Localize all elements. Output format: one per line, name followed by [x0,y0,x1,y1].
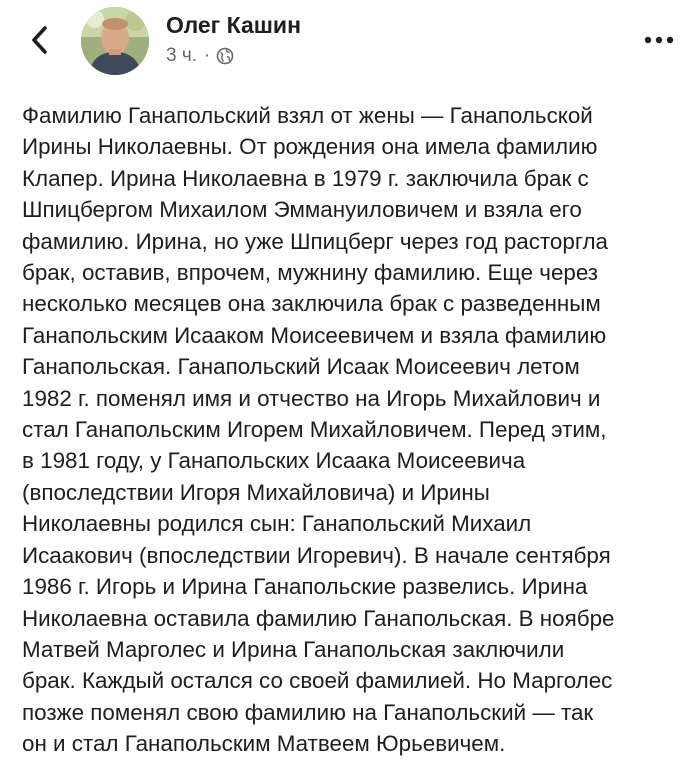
author-name[interactable]: Олег Кашин [166,12,301,38]
more-horizontal-icon [644,36,674,44]
post-text: Фамилию Ганапольский взял от жены — Ганапольской Ирины Николаевны. От рождения она имела фамилию Клапер. Ирина Николаевна в 1979 г. заключила брак с Шпицбергом Михаилом Эммануиловичем и взяла его фамилию. Ирина, но уже Шпицберг через год расторгла брак, оставив, впрочем, мужнину фамилию. Еще через несколько месяцев она заключила брак с разведенным Ганапольским Исааком Моисеевичем и взяла фамилию Ганапольская. Ганапольский Исаак Моисеевич летом 1982 г. поменял имя и отчество на Игорь Михайлович и стал Ганапольским Игорем Михайловичем. Перед этим, в 1981 году, у Ганапольских Исаака Моисеевича (впоследствии Игоря Михайловича) и Ирины Николаевны родился сын: Ганапольский Михаил Исаакович (впоследствии Игоревич). В начале сентября 1986 г. Игорь и Ирина Ганапольские развелись. Ирина Николаевна оставила фамилию Ганапольская. В ноябре Матвей Марголес и Ирина Ганапольская заключили брак. Каждый остался со своей фамилией. Но Марголес позже поменял свою фамилию на Ганапольский — так он и стал Ганапольским Матвеем Юрьевичем. [22,103,615,757]
avatar[interactable] [81,7,149,75]
post-meta [166,45,234,67]
post-header [0,0,700,90]
globe-icon [216,47,234,65]
meta-separator: · [204,45,211,66]
chevron-left-icon [30,25,50,55]
avatar-photo [81,7,149,75]
more-options-button[interactable] [642,28,676,52]
back-button[interactable] [22,22,58,58]
post-time[interactable]: 3 ч. [166,45,198,66]
